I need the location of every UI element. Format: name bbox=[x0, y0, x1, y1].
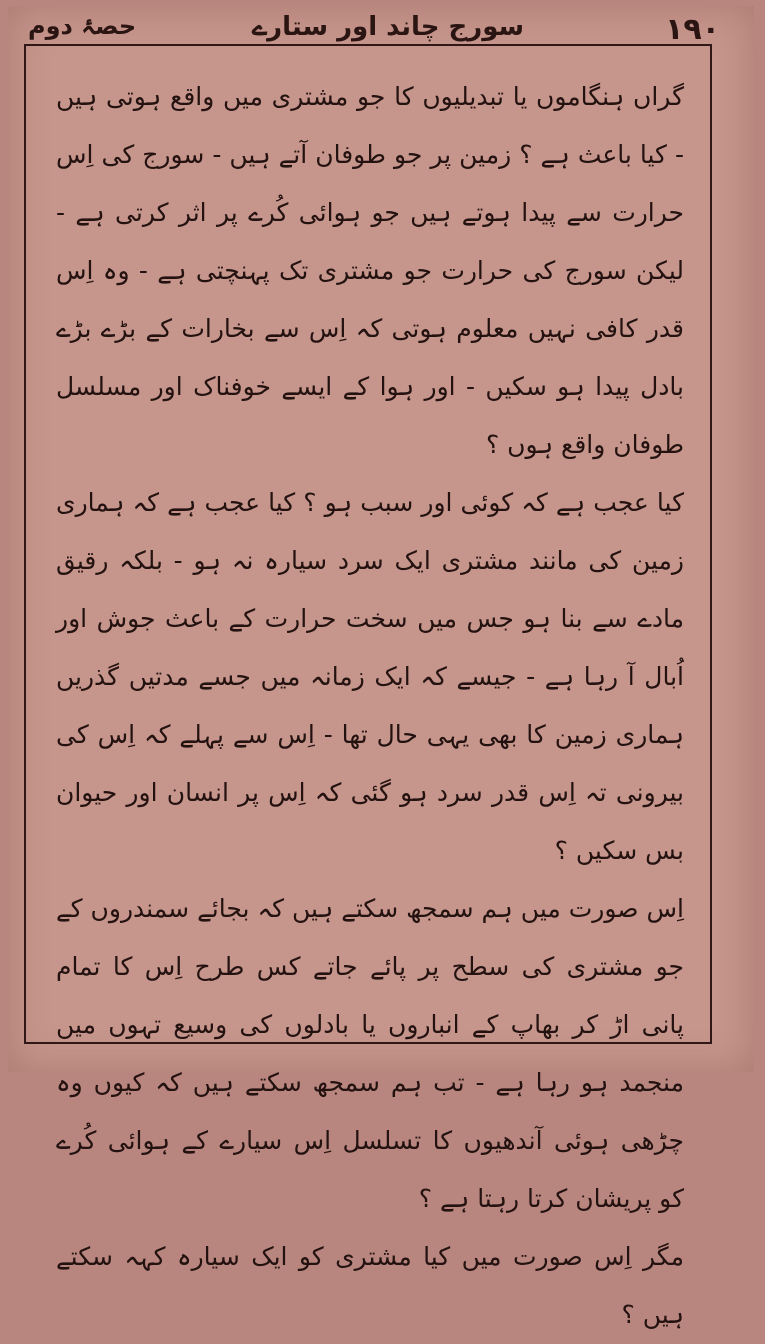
book-page bbox=[8, 6, 754, 1329]
paragraph: مگر اِس صورت میں کیا مشتری کو ایک سیارہ کہہ سکتے ہیں ؟ bbox=[56, 1242, 684, 1329]
paragraph: اِس صورت میں ہم سمجھ سکتے ہیں کہ بجائے سمندروں کے جو مشتری کی سطح پر پائے جاتے کس طرح اِس کا تمام پانی اڑ کر بھاپ کے انباروں یا بادلوں کی وسیع تہوں میں منجمد ہو رہا ہے - تب ہم سمجھ سکتے ہیں کہ کیوں وہ چڑھی ہوئی آندھیوں کا تسلسل اِس سیارے کے ہوائی کُرے کو پریشان کرتا رہتا ہے ؟ bbox=[56, 894, 684, 1213]
text-frame bbox=[24, 44, 712, 1329]
part-label: حصۂ دوم bbox=[28, 12, 137, 40]
running-title: سورج چاند اور ستارے bbox=[251, 12, 525, 42]
page-number: ١٩٠ bbox=[665, 12, 720, 47]
paragraph: گراں ہنگاموں یا تبدیلیوں کا جو مشتری میں واقع ہوتی ہیں - کیا باعث ہے ؟ زمین پر جو طوفان آتے ہیں - سورج کی اِس حرارت سے پیدا ہوتے ہیں جو ہوائی کُرے پر اثر کرتی ہے - لیکن سورج کی حرارت جو مشتری تک پہنچتی ہے - وہ اِس قدر کافی نہیں معلوم ہوتی کہ اِس سے بخارات کے بڑے بڑے بادل پیدا ہو سکیں - اور ہوا کے ایسے خوفناک اور مسلسل طوفان واقع ہوں ؟ bbox=[56, 82, 684, 459]
body-text bbox=[56, 68, 684, 1344]
paragraph: کیا عجب ہے کہ کوئی اور سبب ہو ؟ کیا عجب ہے کہ ہماری زمین کی مانند مشتری ایک سرد سیارہ نہ ہو - بلکہ رقیق مادے سے بنا ہو جس میں سخت حرارت کے باعث جوش اور اُبال آ رہا ہے - جیسے کہ ایک زمانہ میں جسے مدتیں گذریں ہماری زمین کا بھی یہی حال تھا - اِس سے پہلے کہ اِس کی بیرونی تہ اِس قدر سرد ہو گئی کہ اِس پر انسان اور حیوان بس سکیں ؟ bbox=[56, 488, 684, 865]
